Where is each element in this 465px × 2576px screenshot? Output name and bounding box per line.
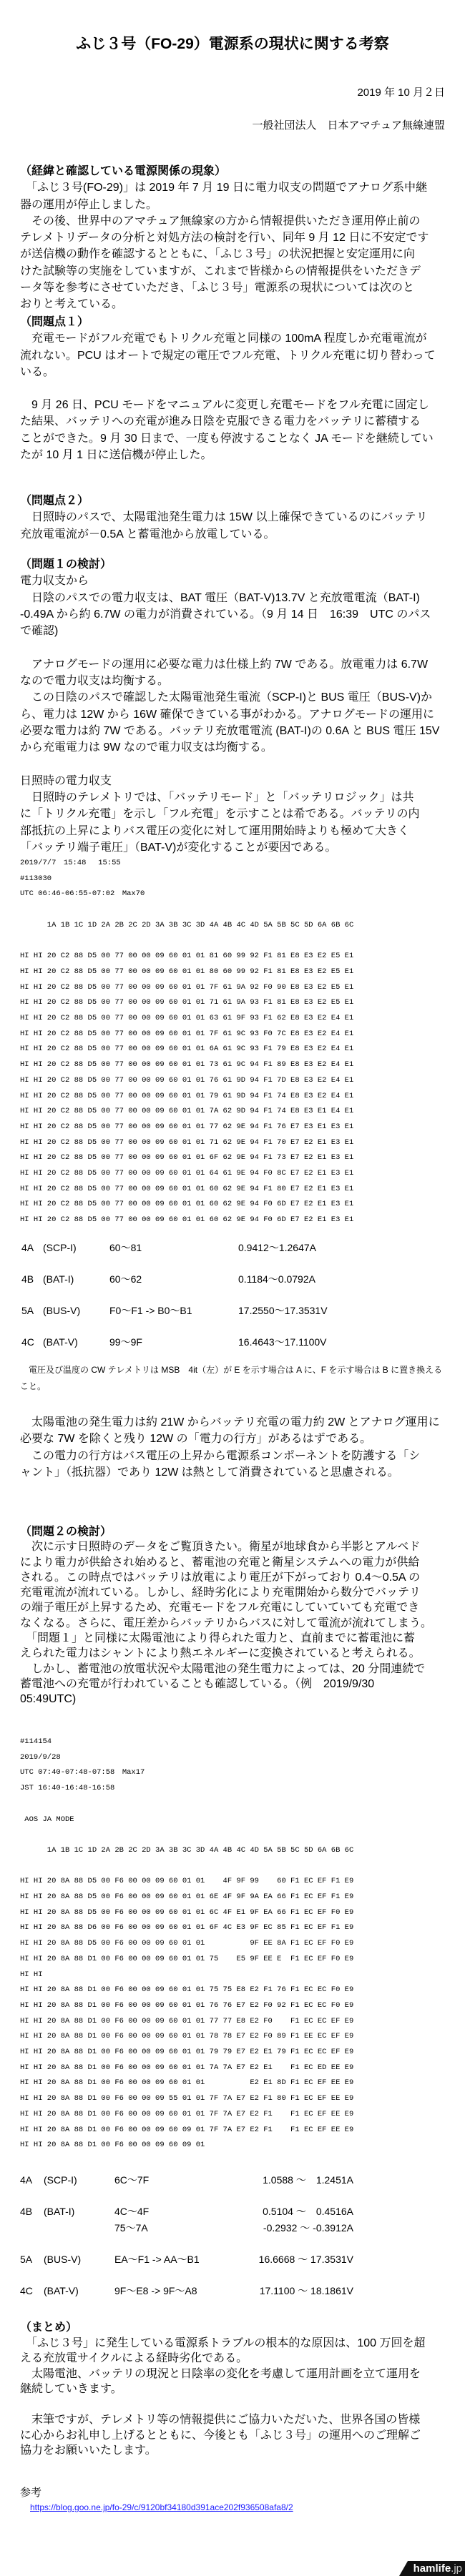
channel-name: (SCP-I) (43, 1242, 77, 1253)
paragraph-line: 蓄電池への充電が行われていることも確認している。（例 2019/9/30 (20, 1677, 375, 1690)
telemetry-meta-line: 2019/9/28 (20, 1752, 61, 1762)
paragraph-line (20, 756, 449, 773)
telemetry-row: HI HI 20 C2 88 D5 00 77 00 00 09 60 01 01 7F 61 9C 93 F0 7C E8 E3 E2 E4 E1 (20, 1029, 354, 1038)
note-line: 電圧及び温度の CW テレメトリは MSB 4it（左）が E を示す場合は A に、F を示す場合は B に置き換える (20, 1365, 443, 1375)
paragraph-line: 充電モードがフル充電でもトリクル充電と同様の 100mA 程度しか充電電流が (20, 332, 427, 345)
paragraph-line: 9 月 26 日、PCU モードをマニュアルに変更し充電モードをフル充電に固定し (20, 399, 429, 411)
section-shunt (20, 1414, 449, 1481)
paragraph-line: 電力収支から (20, 575, 89, 588)
raw-hex-range: 4C～4F (114, 2206, 150, 2217)
telemetry-row: HI HI 20 8A 88 D1 00 F6 00 00 09 60 01 01 76 76 E7 E2 F0 92 F1 EC EC F0 E9 (20, 2000, 354, 2010)
raw-hex-range: 60～62 (109, 1273, 142, 1285)
paragraph-line: 「ふじ３号」に発生している電源系トラブルの根本的な原因は、100 万回を超 (20, 2336, 426, 2349)
paragraph-line: から充電電力は 9W なので電力収支は均衡する。 (20, 741, 273, 754)
telemetry-meta-line: AOS JA MODE (20, 1815, 74, 1824)
telemetry-row: HI HI 20 8A 88 D5 00 F6 00 00 09 60 01 01 4F 9F 99 60 F1 EC EF F1 E9 (20, 1877, 354, 1886)
converted-value-range: 0.5104 ～ 0.4516A (263, 2206, 353, 2217)
paragraph-line: 末筆ですが、テレメトリ等の情報提供にご協力いただいた、世界各国の皆様 (20, 2414, 421, 2426)
converted-value-range: 17.2550～17.3531V (238, 1305, 328, 1316)
telemetry-row: HI HI 20 8A 88 D6 00 F6 00 00 09 60 01 01 6F 4C E3 9F EC 85 F1 EC EF F1 E9 (20, 1923, 354, 1933)
paragraph-line (20, 2397, 449, 2413)
converted-value-range: 0.1184～0.0792A (238, 1273, 315, 1285)
paragraph-line: 05:49UTC) (20, 1693, 77, 1706)
section-heading: （問題１の検討） (20, 558, 112, 571)
paragraph-line: 部抵抗の上昇によりバス電圧の変化に対して運用開始時よりも極めて大きく (20, 824, 410, 837)
channel-name: (BAT-V) (44, 2285, 79, 2296)
telemetry-row: HI HI 20 C2 88 D5 00 77 00 00 09 60 01 01 60 62 9E 94 F0 6D E7 E2 E1 E3 E1 (20, 1200, 354, 1209)
section-background (20, 163, 449, 313)
paragraph-line: 必要な電力は約 7W である。バッテリ充放電電流 (BAT-I)の 0.6A と BUS 電圧 15V (20, 724, 440, 737)
telemetry-row: HI HI 20 C2 88 D5 00 77 00 00 09 60 01 01 7F 61 9A 92 F0 90 E8 E3 E2 E5 E1 (20, 982, 354, 992)
paragraph-line: 日照時の電力収支 (20, 774, 112, 787)
channel-id: 4C (20, 2285, 33, 2296)
paragraph-line: ことができた。9 月 30 日まで、一度も停波することなく JA モードを継続してい (20, 432, 434, 445)
channel-name: (BAT-I) (43, 1273, 74, 1285)
converted-value-range: 17.1100 ～ 18.1861V (259, 2285, 353, 2296)
paragraph-line: 日照時のパスで、太陽電池発生電力は 15W 以上確保できているのにバッテリ (20, 511, 428, 524)
telemetry-row: HI HI 20 C2 88 D5 00 77 00 00 09 60 01 01 7A 62 9D 94 F1 74 E8 E3 E1 E4 E1 (20, 1107, 354, 1116)
channel-id: 5A (20, 2254, 33, 2265)
telemetry-meta-line: JST 16:40-16:48-16:58 (20, 1784, 115, 1793)
paragraph-line: ャント」（抵抗器）であり 12W は熱として消費されていると思慮される。 (20, 1466, 399, 1479)
channel-id: 4B (20, 2206, 33, 2217)
section-issue1 (20, 314, 449, 380)
telemetry-row: HI HI 20 C2 88 D5 00 77 00 00 09 60 01 01 63 61 9F 93 F1 62 E8 E3 E2 E4 E1 (20, 1014, 354, 1023)
section-review2 (20, 1524, 449, 1707)
converted-value-range: -0.2932 ～ -0.3912A (263, 2222, 353, 2234)
paragraph-line: 日陰のパスでの電力収支は、BAT 電圧（BAT-V)13.7V と充放電電流（BAT-I) (20, 591, 420, 604)
section-heading: （まとめ） (20, 2321, 78, 2334)
paragraph-line: の端子電圧が上昇するため、充電モードをフル充電にしていていても充電でき (20, 1602, 420, 1614)
raw-hex-range: 9F～E8 -> 9F～A8 (114, 2285, 197, 2296)
converted-value-range: 16.4643～17.1100V (238, 1336, 327, 1348)
raw-hex-range: EA～F1 -> AA～B1 (114, 2254, 200, 2265)
channel-name: (BAT-V) (43, 1336, 78, 1348)
section-heading: （問題点１） (20, 316, 89, 328)
paragraph-line: 器の運用が停止しました。 (20, 198, 158, 211)
paragraph-line: しかし、蓄電池の放電状況や太陽電池の発生電力によっては、20 分間連続で (20, 1662, 426, 1675)
organization-name: 一般社団法人 日本アマチュア無線連盟 (252, 119, 445, 132)
paragraph-line: が送信機の動作を確認するとともに、「ふじ３号」の状況把握と安定運用に向 (20, 248, 416, 261)
paragraph-line: た結果、バッテリへの充電が進み日陰を克服できる電力をバッテリに蓄積する (20, 415, 421, 428)
paragraph-line: 「バッテリ端子電圧」（BAT-V)が変化することが要因である。 (20, 842, 337, 854)
paragraph-line: える充放電サイクルによる経時劣化である。 (20, 2352, 248, 2364)
telemetry-row: HI HI 20 C2 88 D5 00 77 00 00 09 60 01 01 60 62 9E 94 F0 6D E7 E2 E1 E3 E1 (20, 1215, 354, 1225)
paragraph-line: 「ふじ３号(FO-29)」は 2019 年 7 月 19 日に電力収支の問題でアナログ系中継 (20, 182, 427, 194)
telemetry-row: HI HI 20 C2 88 D5 00 77 00 00 09 60 01 01 80 60 99 92 F1 81 E8 E3 E2 E5 E1 (20, 967, 354, 976)
paragraph-line: 「問題１」と同様に太陽電池により得られた電力と、直前までに蓄電池に蓄 (20, 1632, 416, 1645)
telemetry-row: HI HI 20 8A 88 D1 00 F6 00 00 09 60 01 01 78 78 E7 E2 F0 89 F1 EE EC EF E9 (20, 2032, 354, 2041)
paragraph-line: 協力をお願いいたします。 (20, 2444, 157, 2457)
conversion-note (20, 1362, 456, 1395)
channel-id: 5A (21, 1305, 34, 1316)
section-heading: （経緯と確認している電源関係の現象） (20, 165, 227, 177)
telemetry-row: HI HI (20, 1970, 43, 1979)
telemetry-row: HI HI 20 C2 88 D5 00 77 00 00 09 60 01 01 79 61 9D 94 F1 74 E8 E3 E2 E4 E1 (20, 1091, 354, 1100)
paragraph-line: 必要な 7W を除くと残り 12W の「電力の行方」があるはずである。 (20, 1433, 372, 1446)
telemetry-row: HI HI 20 8A 88 D5 00 F6 00 00 09 60 01 01 6C 4F E1 9F EA 66 F1 EC EF F0 E9 (20, 1908, 354, 1917)
paragraph-line: 継続していきます。 (20, 2383, 122, 2395)
paragraph-line: に「トリクル充電」を示し「フル充電」を示すことは希である。バッテリの内 (20, 808, 420, 821)
section-heading: （問題点２） (20, 495, 89, 507)
telemetry-row: HI HI 20 C2 88 D5 00 77 00 00 09 60 01 01 71 61 9A 93 F1 81 E8 E3 E2 E5 E1 (20, 998, 354, 1007)
paragraph-line: 充電電流が流れている。しかし、経時劣化により充電開始から数分でバッテリ (20, 1586, 421, 1599)
channel-name: (BAT-I) (44, 2206, 75, 2217)
paragraph-line: ら、電力は 12W から 16W 確保できている事がわかる。アナログモードの運用に (20, 708, 434, 721)
reference-label: 参考 (20, 2487, 42, 2499)
reference-link[interactable]: https://blog.goo.ne.jp/fo-29/c/9120bf34180d391ace202f936508afa8/2 (30, 2502, 293, 2512)
telemetry-meta-line: UTC 06:46-06:55-07:02 Max70 (20, 889, 145, 899)
paragraph-line: される。この時点ではバッテリは放電により電圧が下がっており 0.4～0.5A の (20, 1571, 421, 1584)
section-issue1-followup (20, 397, 449, 463)
paragraph-line: いる。 (20, 365, 55, 378)
telemetry-block-2 (20, 1734, 353, 2153)
logo-text (413, 2562, 462, 2575)
paragraph-line: 太陽電池の発生電力は約 21W からバッテリ充電の電力約 2W とアナログ運用に (20, 1416, 440, 1428)
channel-name: (SCP-I) (44, 2174, 77, 2186)
telemetry-row: HI HI 20 C2 88 D5 00 77 00 00 09 60 01 01 6F 62 9E 94 F1 73 E7 E2 E1 E3 E1 (20, 1153, 354, 1163)
telemetry-block-1 (20, 856, 353, 1228)
telemetry-row: HI HI 20 C2 88 D5 00 77 00 00 09 60 01 01 60 62 9E 94 F1 80 E7 E2 E1 E3 E1 (20, 1184, 354, 1193)
paragraph-line: 充放電電流が－0.5A と蓄電池から放電している。 (20, 528, 275, 541)
converted-value-range: 1.0588 ～ 1.2451A (263, 2174, 353, 2186)
logo-suffix: .jp (451, 2562, 462, 2575)
telemetry-row: HI HI 20 8A 88 D5 00 F6 00 00 09 60 01 01 9F EE 8A F1 EC EF F0 E9 (20, 1939, 354, 1948)
telemetry-meta-line: 2019/7/7 15:48 15:55 (20, 859, 121, 867)
telemetry-meta-line: #113030 (20, 874, 52, 883)
channel-id: 4C (21, 1336, 34, 1348)
paragraph-line: この電力の行方はバス電圧の上昇から電源系コンポーネントを防護する「シ (20, 1449, 421, 1462)
paragraph-line: 太陽電池、バッテリの現況と日陰率の変化を考慮して運用計画を立て運用を (20, 2367, 421, 2380)
telemetry-row: HI HI 20 8A 88 D1 00 F6 00 00 09 60 01 01 7F 7A E7 E2 F1 F1 EC EF EE E9 (20, 2109, 354, 2118)
telemetry-row: HI HI 20 C2 88 D5 00 77 00 00 09 60 01 01 77 62 9E 94 F1 76 E7 E3 E1 E3 E1 (20, 1122, 354, 1131)
paragraph-line: アナログモードの運用に必要な電力は仕様上約 7W である。放電電力は 6.7W (20, 658, 429, 671)
paragraph-line: 次に示す日照時のデータをご覧頂きたい。衛星が地球食から半影とアルベド (20, 1541, 421, 1554)
paragraph-line: 日照時のテレメトリでは、「バッテリモード」と「バッテリロジック」は共 (20, 791, 414, 804)
telemetry-row: HI HI 20 C2 88 D5 00 77 00 00 09 60 01 01 6A 61 9C 93 F1 79 E8 E3 E2 E4 E1 (20, 1045, 354, 1054)
section-heading: （問題２の検討） (20, 1526, 112, 1538)
channel-name: (BUS-V) (44, 2254, 82, 2265)
document-date: 2019 年 10 月２日 (357, 87, 445, 99)
telemetry-meta-line: #114154 (20, 1737, 52, 1746)
note-line: こと。 (20, 1381, 46, 1391)
telemetry-row: HI HI 20 8A 88 D1 00 F6 00 00 09 60 01 01 7A 7A E7 E2 E1 F1 EC ED EE E9 (20, 2063, 354, 2072)
hamlife-logo (399, 2561, 465, 2576)
telemetry-row: HI HI 20 C2 88 D5 00 77 00 00 09 60 01 01 71 62 9E 94 F1 70 E7 E2 E1 E3 E1 (20, 1138, 354, 1147)
section-issue2 (20, 493, 449, 543)
paragraph-line: なので電力収支は均衡する。 (20, 675, 170, 688)
telemetry-row: HI HI 20 C2 88 D5 00 77 00 00 09 60 01 01 64 61 9E 94 F0 8C E7 E2 E1 E3 E1 (20, 1169, 354, 1178)
raw-hex-range: 75～7A (114, 2222, 148, 2234)
section-review1 (20, 556, 449, 856)
channel-id: 4A (20, 2174, 33, 2186)
paragraph-line (20, 639, 449, 656)
telemetry-meta-line: UTC 07:40-07:48-07:58 Max17 (20, 1768, 145, 1777)
logo-name: hamlife (413, 2562, 451, 2575)
telemetry-row: HI HI 20 C2 88 D5 00 77 00 00 09 60 01 01 73 61 9C 94 F1 89 E8 E3 E2 E4 E1 (20, 1060, 354, 1070)
converted-value-range: 16.6668 ～ 17.3531V (258, 2254, 353, 2265)
telemetry-meta-line (20, 1797, 353, 1812)
paragraph-line: おりと考えている。 (20, 298, 124, 311)
converted-value-range: 0.9412～1.2647A (238, 1242, 316, 1253)
paragraph-line: その後、世界中のアマチュア無線家の方から情報提供いただき運用停止前の (20, 214, 421, 227)
channel-name: (BUS-V) (43, 1305, 81, 1316)
channel-id: 4A (21, 1242, 34, 1253)
telemetry-row: HI HI 20 C2 88 D5 00 77 00 00 09 60 01 01 76 61 9D 94 F1 7D E8 E3 E2 E4 E1 (20, 1075, 354, 1085)
paragraph-line: -0.49A から約 6.7W の電力が消費されている。（9 月 14 日 16:39 UTC のパス (20, 608, 431, 621)
paragraph-line: テレメトリデータの分析と対処方法の検討を行い、同年 9 月 12 日に不安定です (20, 232, 429, 245)
telemetry-row: HI HI 20 C2 88 D5 00 77 00 00 09 60 01 01 81 60 99 92 F1 81 E8 E3 E2 E5 E1 (20, 952, 354, 961)
section-summary (20, 2320, 449, 2459)
paragraph-line: けた試験等の実施をしていますが、これまで皆様からの情報提供をいただきデ (20, 265, 421, 277)
telemetry-row: HI HI 20 8A 88 D1 00 F6 00 00 09 60 09 01 7F 7A E7 E2 F1 F1 EC EF EE E9 (20, 2125, 354, 2134)
telemetry-row: HI HI 20 8A 88 D1 00 F6 00 00 09 60 01 01 77 77 E8 E2 F0 F1 EC EC EF E9 (20, 2016, 354, 2025)
paragraph-line: この日陰のパスで確認した太陽電池発生電流（SCP-I)と BUS 電圧（BUS-V)か (20, 691, 433, 704)
paragraph-line: たが 10 月 1 日に送信機が停止した。 (20, 448, 212, 461)
raw-hex-range: F0～F1 -> B0～B1 (109, 1305, 192, 1316)
paragraph-line: により電力が供給され始めると、蓄電池の充電と衛星システムへの電力が供給 (20, 1556, 420, 1569)
paragraph-line: で確認) (20, 625, 59, 638)
telemetry-row: HI HI 20 8A 88 D1 00 F6 00 00 09 60 01 01 E2 E1 8D F1 EC EF EE E9 (20, 2078, 354, 2088)
telemetry-row: HI HI 20 8A 88 D1 00 F6 00 00 09 60 09 01 (20, 2141, 205, 2150)
channel-id: 4B (21, 1273, 34, 1285)
telemetry-row: HI HI 20 8A 88 D1 00 F6 00 00 09 60 01 01 75 E5 9F EE E F1 EC EF F0 E9 (20, 1954, 354, 1963)
raw-hex-range: 6C～7F (114, 2174, 150, 2186)
telemetry-row: HI HI 20 8A 88 D1 00 F6 00 00 09 60 01 01 75 75 E8 E2 F1 76 F1 EC EC F0 E9 (20, 1985, 354, 1995)
raw-hex-range: 99～9F (109, 1336, 142, 1348)
paragraph-line: に心からお礼申し上げるとともに、今後とも「ふじ３号」の運用へのご理解ご (20, 2429, 421, 2442)
paragraph-line: えられた電力はシャントにより熱エネルギーに変換されていると考えられる。 (20, 1647, 421, 1660)
telemetry-row: HI HI 20 8A 88 D1 00 F6 00 00 09 55 01 01 7F 7A E7 E2 F1 80 F1 EC EF EE E9 (20, 2094, 354, 2103)
telemetry-row: HI HI 20 8A 88 D5 00 F6 00 00 09 60 01 01 6E 4F 9F 9A EA 66 F1 EC EF F1 E9 (20, 1892, 354, 1902)
telemetry-row: HI HI 20 8A 88 D1 00 F6 00 00 09 60 01 01 79 79 E7 E2 E1 79 F1 EC EC EF E9 (20, 2048, 354, 2057)
telemetry-column-header: 1A 1B 1C 1D 2A 2B 2C 2D 3A 3B 3C 3D 4A 4B 4C 4D 5A 5B 5C 5D 6A 6B 6C (20, 1845, 354, 1855)
paragraph-line: ータ等を参考にさせていただき、「ふじ３号」電源系の現状については次のと (20, 282, 415, 295)
telemetry-column-header: 1A 1B 1C 1D 2A 2B 2C 2D 3A 3B 3C 3D 4A 4B 4C 4D 5A 5B 5C 5D 6A 6B 6C (20, 920, 354, 929)
paragraph-line: 流れない。PCU はオートで規定の電圧でフル充電、トリクル充電に切り替わって (20, 349, 436, 362)
raw-hex-range: 60～81 (109, 1242, 142, 1253)
document-title: ふじ３号（FO-29）電源系の現状に関する考察 (76, 36, 389, 52)
paragraph-line: なくなる。さらに、電圧差からバッテリからバスに対して電流が流れてしまう。 (20, 1617, 433, 1629)
